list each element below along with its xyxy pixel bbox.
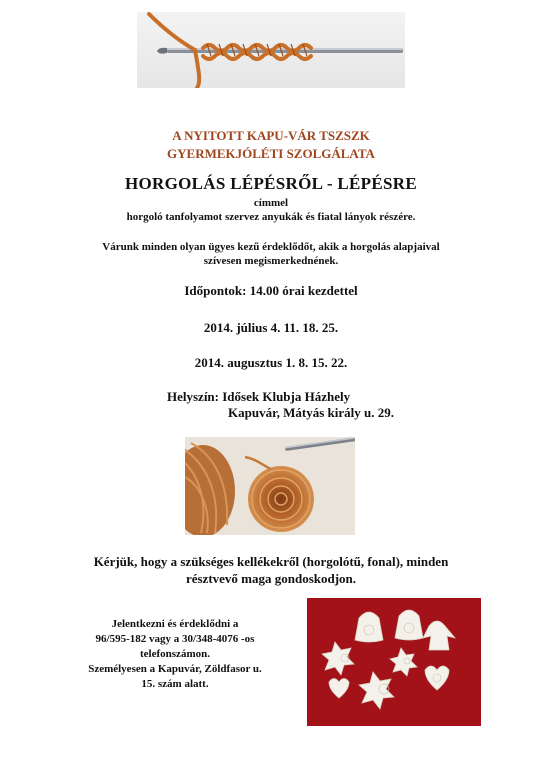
request-line-1: Kérjük, hogy a szükséges kellékekről (horgolótű, fonal), minden (93, 554, 449, 569)
schedule-august: 2014. augusztus 1. 8. 15. 22. (194, 355, 348, 370)
organizer-line-1: A NYITOTT KAPU-VÁR TSZSZK (172, 128, 370, 143)
contact-line-2: 96/595-182 vagy a 30/348-4076 -os (95, 633, 255, 645)
event-description: horgoló tanfolyamot szervez anyukák és fiatal lányok részére. (126, 211, 416, 223)
crochet-hook-photo (137, 12, 405, 88)
lace-ornaments-photo (307, 598, 481, 726)
event-title: HORGOLÁS LÉPÉSRŐL - LÉPÉSRE (125, 174, 417, 193)
request-line-2: résztvevő maga gondoskodjon. (185, 571, 357, 586)
invitation-line-1: Várunk minden olyan ügyes kezű érdeklődőt, akik a horgolás alapjaival (102, 241, 440, 253)
invitation-line-2: szívesen megismerkednének. (203, 255, 339, 267)
contact-line-1: Jelentkezni és érdeklődni a (111, 618, 239, 630)
contact-line-3: telefonszámon. (140, 648, 210, 660)
crochet-circle-photo (185, 437, 355, 535)
contact-line-5: 15. szám alatt. (141, 678, 209, 690)
contact-block (50, 617, 300, 692)
venue-line-1: Helyszín: Idősek Klubja Házhely (167, 389, 351, 404)
event-subtitle: címmel (253, 197, 289, 209)
organizer-heading (0, 127, 542, 163)
schedule-july: 2014. július 4. 11. 18. 25. (203, 320, 339, 335)
venue-line-2: Kapuvár, Mátyás király u. 29. (228, 405, 395, 420)
contact-line-4: Személyesen a Kapuvár, Zöldfasor u. (88, 663, 262, 675)
schedule-times: Időpontok: 14.00 órai kezdettel (184, 283, 358, 298)
organizer-line-2: GYERMEKJÓLÉTI SZOLGÁLATA (167, 146, 375, 161)
